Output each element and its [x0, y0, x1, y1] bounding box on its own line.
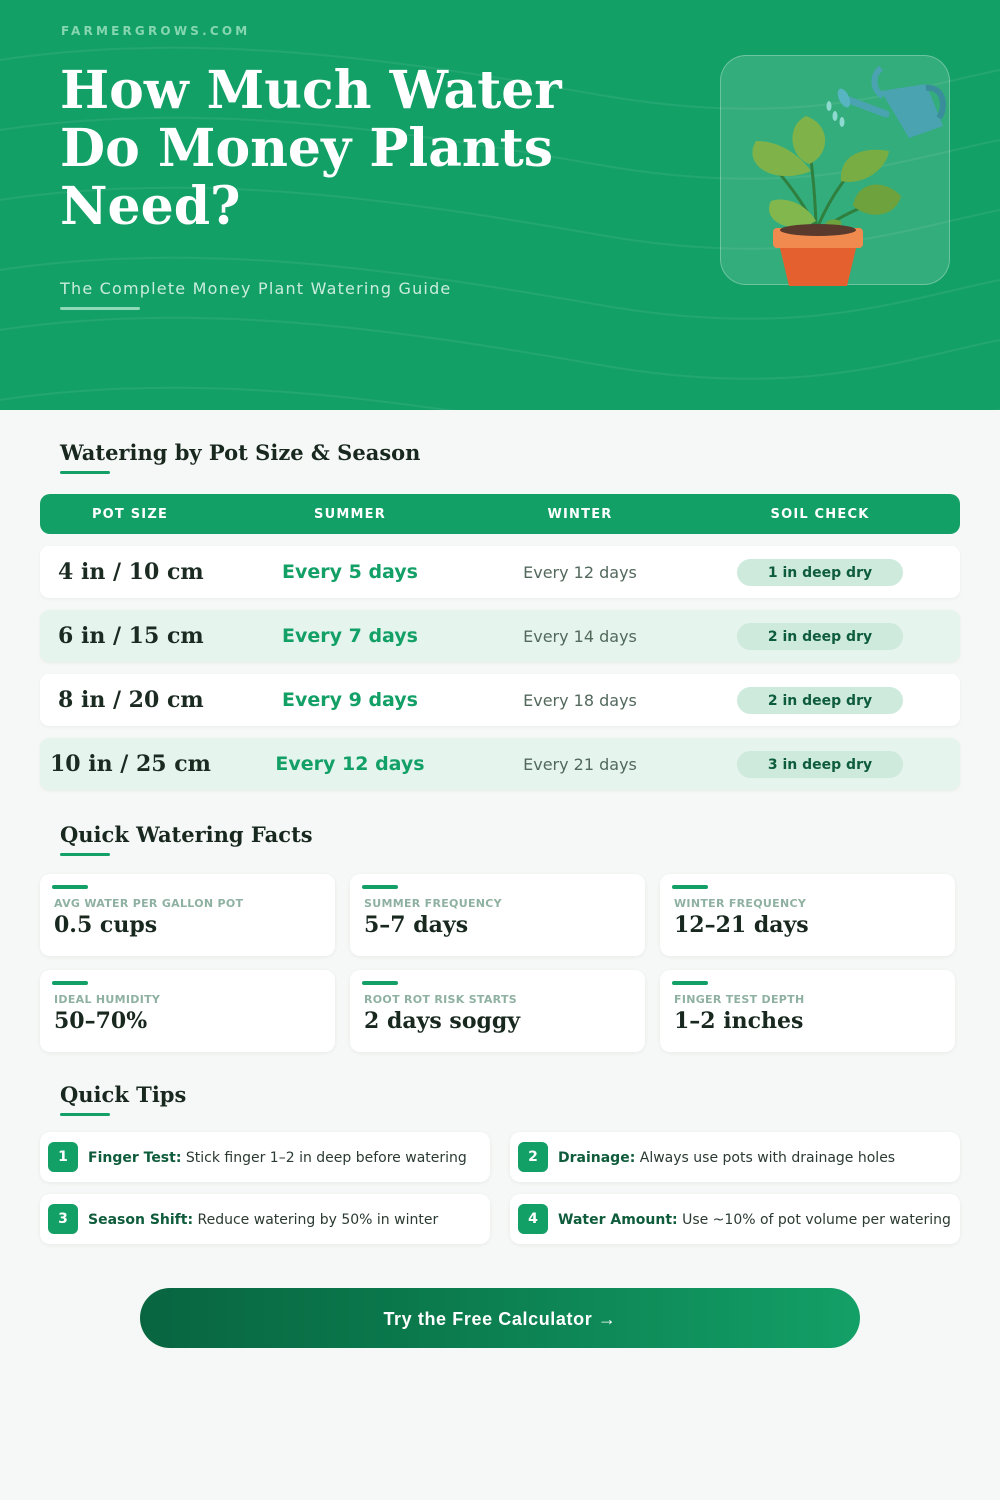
table-row [40, 738, 960, 790]
table-header [40, 494, 960, 534]
tip-title: Drainage: [558, 1150, 636, 1166]
tip-item [510, 1132, 960, 1182]
fact-value: 12–21 days [674, 912, 809, 938]
soil-check-badge: 2 in deep dry [737, 687, 903, 714]
fact-accent-bar [362, 981, 398, 985]
tip-text [558, 1194, 951, 1244]
tip-number-badge: 4 [518, 1204, 548, 1234]
fact-card [660, 874, 955, 956]
pot-size-cell: 4 in / 10 cm [58, 559, 204, 585]
fact-accent-bar [672, 885, 708, 889]
tip-number-badge: 3 [48, 1204, 78, 1234]
soil-check-badge: 2 in deep dry [737, 623, 903, 650]
fact-card [660, 970, 955, 1052]
section-title-tips: Quick Tips [60, 1082, 187, 1107]
soil-check-badge: 1 in deep dry [737, 559, 903, 586]
plant-illustration-card [720, 55, 950, 285]
table-row [40, 610, 960, 662]
section-title-watering-table: Watering by Pot Size & Season [60, 440, 421, 465]
summer-cell: Every 9 days [282, 689, 418, 711]
tip-number-badge: 2 [518, 1142, 548, 1172]
tip-number-badge: 1 [48, 1142, 78, 1172]
title-line: Need? [60, 176, 241, 237]
fact-accent-bar [52, 981, 88, 985]
tip-title: Finger Test: [88, 1150, 182, 1166]
fact-card [350, 874, 645, 956]
table-row [40, 674, 960, 726]
tip-item [510, 1194, 960, 1244]
tip-item [40, 1194, 490, 1244]
fact-label: WINTER FREQUENCY [674, 897, 807, 910]
pot-size-cell: 10 in / 25 cm [50, 751, 211, 777]
column-header-soil-check: SOIL CHECK [770, 507, 870, 522]
fact-label: FINGER TEST DEPTH [674, 993, 805, 1006]
fact-value: 1–2 inches [674, 1008, 804, 1034]
fact-card [350, 970, 645, 1052]
fact-value: 2 days soggy [364, 1008, 521, 1034]
tip-title: Water Amount: [558, 1212, 678, 1228]
title-line: Do Money Plants [60, 118, 553, 179]
summer-cell: Every 5 days [282, 561, 418, 583]
tip-description: Stick finger 1–2 in deep before watering [181, 1150, 467, 1166]
fact-label: IDEAL HUMIDITY [54, 993, 161, 1006]
page-title [60, 62, 620, 236]
winter-cell: Every 12 days [523, 563, 637, 582]
tip-text [88, 1194, 438, 1244]
title-line: How Much Water [60, 60, 562, 121]
summer-cell: Every 7 days [282, 625, 418, 647]
table-row [40, 546, 960, 598]
tip-description: Reduce watering by 50% in winter [193, 1212, 439, 1228]
fact-label: SUMMER FREQUENCY [364, 897, 502, 910]
potted-plant-watering-can-icon [721, 56, 951, 286]
column-header-winter: WINTER [547, 507, 613, 522]
fact-label: AVG WATER PER GALLON POT [54, 897, 244, 910]
tip-title: Season Shift: [88, 1212, 194, 1228]
winter-cell: Every 18 days [523, 691, 637, 710]
tip-text [88, 1132, 467, 1182]
fact-card [40, 874, 335, 956]
watering-can-icon [827, 68, 944, 138]
flower-pot-icon [773, 224, 863, 286]
soil-check-badge: 3 in deep dry [737, 751, 903, 778]
fact-value: 0.5 cups [54, 912, 158, 938]
fact-accent-bar [672, 981, 708, 985]
winter-cell: Every 14 days [523, 627, 637, 646]
pot-size-cell: 8 in / 20 cm [58, 687, 204, 713]
hero-banner [0, 0, 1000, 410]
winter-cell: Every 21 days [523, 755, 637, 774]
tip-description: Always use pots with drainage holes [635, 1150, 896, 1166]
summer-cell: Every 12 days [275, 753, 425, 775]
tip-item [40, 1132, 490, 1182]
fact-card [40, 970, 335, 1052]
tip-description: Use ~10% of pot volume per watering [677, 1212, 951, 1228]
fact-accent-bar [362, 885, 398, 889]
fact-label: ROOT ROT RISK STARTS [364, 993, 517, 1006]
pot-size-cell: 6 in / 15 cm [58, 623, 204, 649]
subtitle-underline [60, 307, 140, 310]
page-subtitle: The Complete Money Plant Watering Guide [60, 279, 452, 298]
tip-text [558, 1132, 895, 1182]
brand-name: FARMERGROWS.COM [61, 24, 251, 38]
try-calculator-button[interactable]: Try the Free Calculator → [140, 1288, 860, 1348]
fact-value: 50–70% [54, 1008, 148, 1034]
column-header-summer: SUMMER [314, 507, 386, 522]
column-header-pot-size: POT SIZE [91, 507, 169, 522]
fact-value: 5–7 days [364, 912, 469, 938]
section-title-facts: Quick Watering Facts [60, 822, 313, 847]
fact-accent-bar [52, 885, 88, 889]
